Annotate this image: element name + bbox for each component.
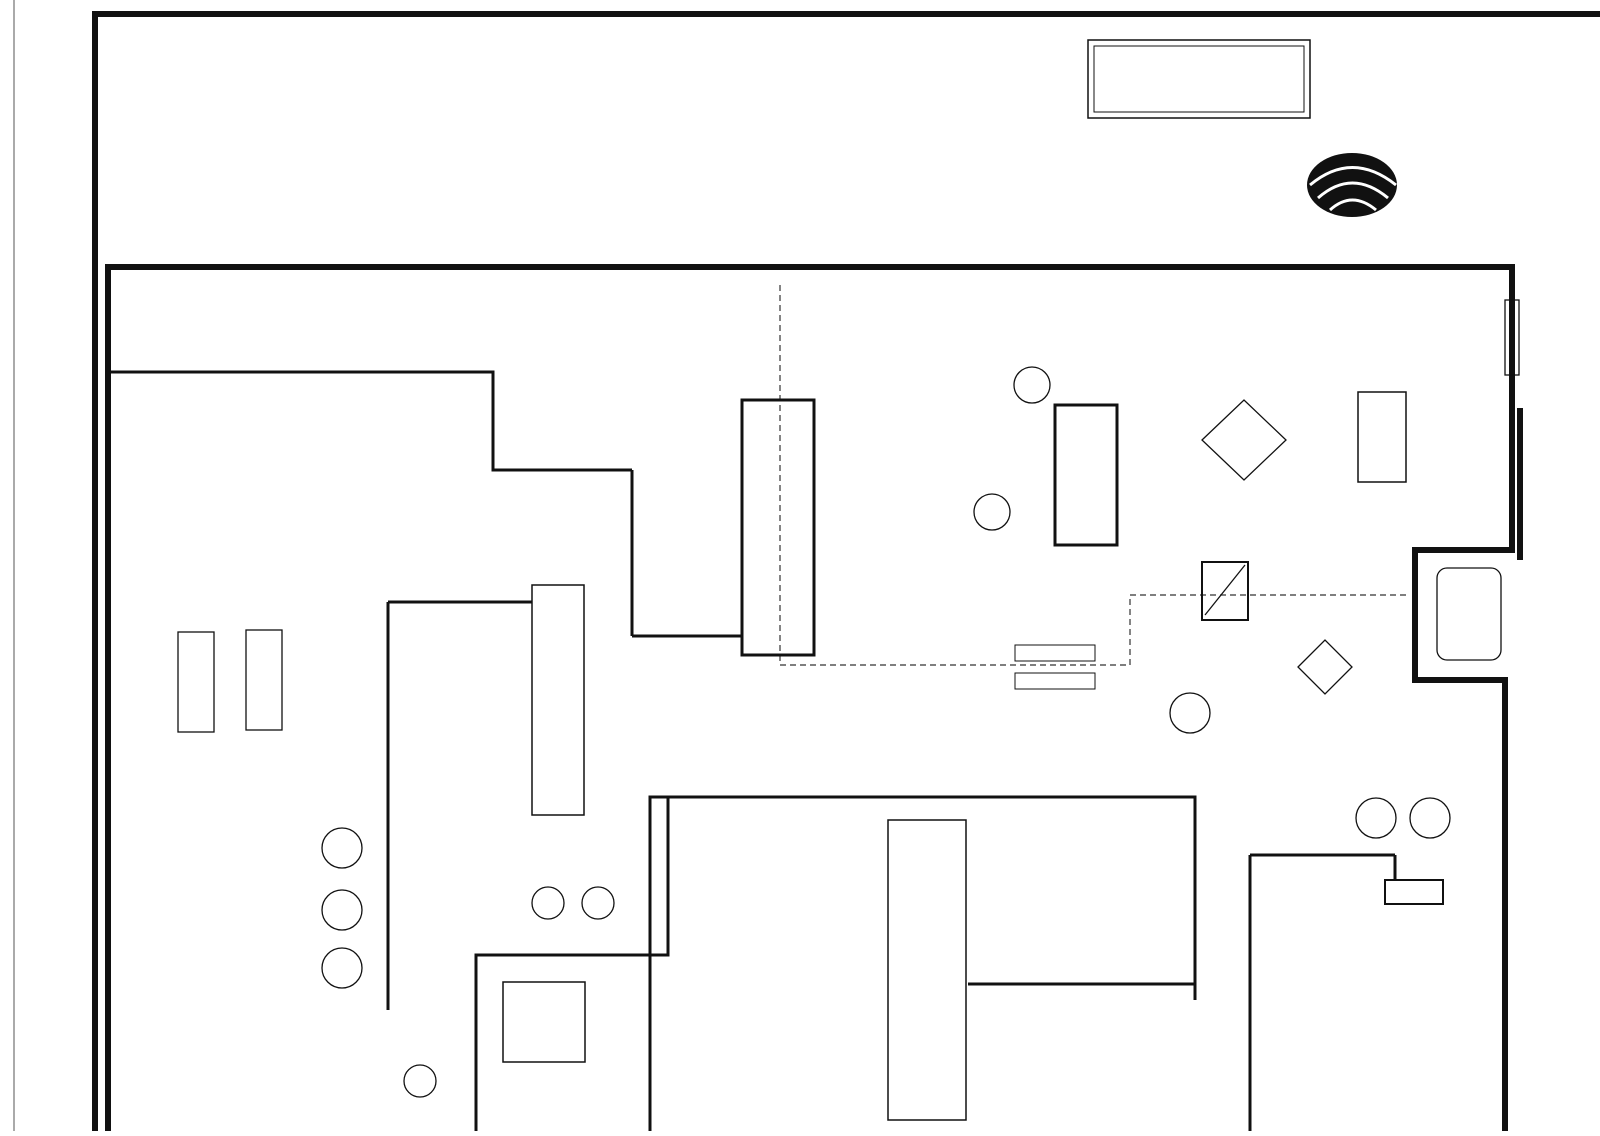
bold-traces [108, 372, 1195, 1131]
mcu-block [888, 820, 966, 1120]
eeprom-block [503, 982, 585, 1062]
schematic-frame [108, 267, 1512, 1131]
pal-ic-block [532, 585, 584, 815]
title-block [1088, 40, 1310, 118]
daewoo-logo [1307, 153, 1397, 217]
daewoo-shell-icon [1307, 153, 1397, 217]
oscillator-section [178, 630, 436, 1097]
hot-cold-boundary [780, 285, 1410, 689]
power-supply-section [532, 300, 1520, 1131]
